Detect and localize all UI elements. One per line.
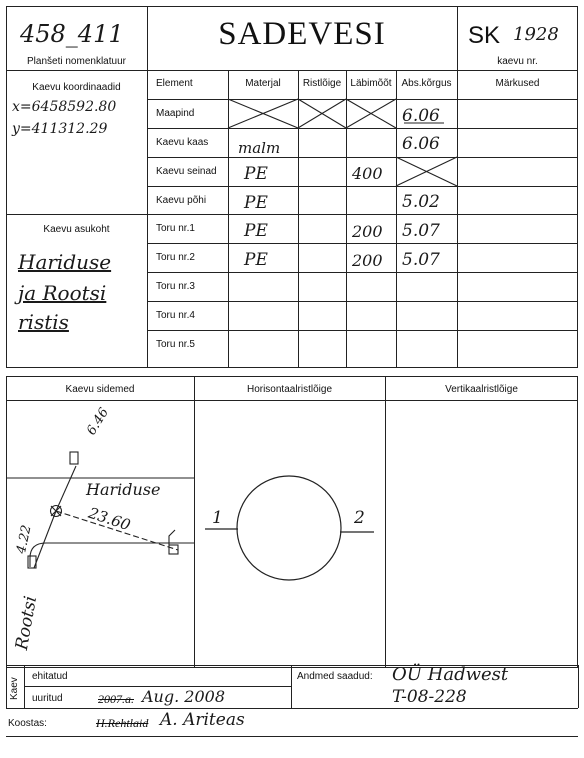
footer-side-label: Kaev [9, 677, 20, 700]
column-header-element: Element [156, 78, 193, 89]
source-reference: T-08-228 [392, 687, 467, 707]
cell-material: PE [244, 193, 268, 213]
cell-material: malm [238, 139, 281, 157]
source-label: Andmed saadud: [297, 671, 373, 682]
footer-bottom-line [6, 708, 578, 709]
table-row-element: Kaevu põhi [156, 195, 207, 206]
table-row-element: Toru nr.4 [156, 310, 195, 321]
coordinate-y: y=411312.29 [12, 121, 108, 137]
column-header-notes: Märkused [495, 78, 540, 89]
coordinates-label: Kaevu koordinaadid [32, 82, 121, 93]
cell-diameter: 200 [352, 251, 383, 270]
footer-left-border [6, 665, 7, 708]
panel-title-horizontal: Horisontaalristlõige [246, 384, 333, 395]
cell-height: 5.07 [402, 221, 440, 241]
cell-diameter: 400 [352, 164, 383, 183]
surveyed-label: uuritud [32, 693, 63, 704]
location-line-3: ristis [18, 310, 69, 334]
author-label: Koostas: [8, 718, 47, 729]
location-label: Kaevu asukoht [43, 224, 110, 235]
surveyed-date: Aug. 2008 [142, 687, 225, 706]
pipe-label-1: 1 [212, 508, 223, 528]
table-row-element: Toru nr.3 [156, 281, 195, 292]
distance-main: 23.60 [86, 503, 133, 535]
well-prefix: SK [468, 22, 501, 49]
built-label: ehitatud [32, 671, 68, 682]
well-number: 1928 [513, 24, 559, 45]
column-header-height: Abs.kõrgus [401, 78, 452, 89]
cell-height: 5.02 [402, 192, 440, 212]
pipe-label-2: 2 [354, 508, 365, 528]
nomenclature-value: 458_411 [20, 20, 124, 48]
footer-right-border [578, 665, 579, 708]
column-header-section: Ristlõige [302, 78, 342, 89]
coordinate-x: x=6458592.80 [12, 99, 117, 115]
author-signature: A. Ariteas [160, 710, 245, 730]
table-row-element: Toru nr.2 [156, 252, 195, 263]
cell-material: PE [244, 221, 268, 241]
location-line-2: ja Rootsi [18, 281, 107, 305]
page-title: SADEVESI [218, 16, 386, 52]
cell-height: 6.06 [402, 134, 440, 154]
source-company: OÜ Hadwest [392, 664, 509, 685]
nomenclature-label: Planšeti nomenklatuur [27, 56, 126, 67]
cell-diameter: 200 [352, 222, 383, 241]
author-struck: H.Rehtlaid [96, 716, 149, 730]
panel-title-vertical: Vertikaalristlõige [445, 384, 518, 395]
footer-mid-divider [291, 665, 292, 708]
table-row-element: Toru nr.1 [156, 223, 195, 234]
table-row-element: Maapind [156, 108, 195, 119]
column-header-diameter: Läbimõõt [350, 78, 392, 89]
panel-title-links: Kaevu sidemed [65, 384, 135, 395]
location-line-1: Hariduse [18, 250, 112, 274]
cell-height: 5.07 [402, 250, 440, 270]
table-row-element: Toru nr.5 [156, 339, 195, 350]
distance-top: 6.46 [84, 405, 113, 438]
cell-material: PE [244, 164, 268, 184]
cell-material: PE [244, 250, 268, 270]
cell-height: 6.06 [402, 106, 440, 126]
well-label: kaevu nr. [497, 56, 538, 67]
surveyed-struck: 2007.a. [98, 692, 134, 706]
author-line [6, 736, 578, 737]
table-row-element: Kaevu seinad [156, 166, 217, 177]
street-name-2: Rootsi [12, 594, 42, 652]
street-name-1: Hariduse [86, 480, 161, 499]
table-row-element: Kaevu kaas [156, 137, 209, 148]
column-header-material: Materjal [245, 78, 281, 89]
distance-left: 4.22 [14, 523, 35, 556]
